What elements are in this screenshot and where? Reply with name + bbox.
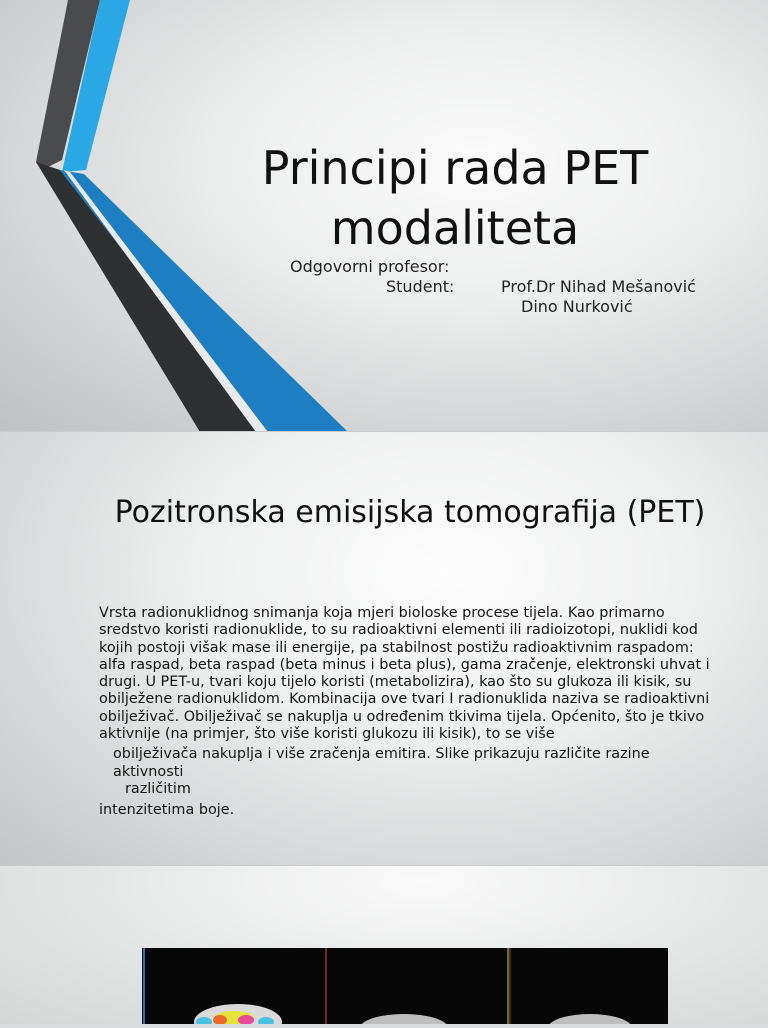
student-name: Dino Nurković [521, 297, 633, 316]
professor-label: Odgovorni profesor: [290, 257, 450, 276]
slide-body-text [99, 605, 719, 820]
paragraph-continuation: obilježivača nakuplja i više zračenja emitira. Slike prikazuju različite razine aktivnosti [113, 746, 650, 780]
slide-title: Pozitronska emisijska tomografija (PET) [114, 495, 706, 530]
paragraph-main: Vrsta radionuklidnog snimanja koja mjeri bioloske procese tijela. Kao primarno sredstvo koristi radionuklide, to su radioaktivni elementi ili radioizotopi, nuklidi kod kojih postoji višak mase ili energije, pa stabilnost postižu radioaktivnim raspadom: alfa raspad, beta raspad (beta minus i beta plus), gama zračenje, elektronski uhvat i drugi. U PET-u, tvari koju tijelo koristi (metabolizira), kao što su glukoza ili kisik, su obilježene radionuklidom. Kombinacija ove tvari I radionuklida naziva se radioaktivni obilježivač. Obilježivač se nakuplja u određenim tkivima tijela. Općenito, što je tkivo aktivnije (na primjer, što više koristi glukozu ili kisik), to se više [99, 605, 710, 743]
pet-scan-image [142, 948, 668, 1024]
student-label: Student: [386, 277, 455, 296]
paragraph-continuation: različitim [125, 780, 191, 797]
pet-scan-graphic [142, 948, 668, 1024]
professor-name: Prof.Dr Nihad Mešanović [501, 277, 696, 296]
paragraph-continuation: intenzitetima boje. [99, 802, 235, 819]
presentation-title: Principi rada PET modaliteta [261, 141, 649, 255]
title-slide [0, 0, 768, 432]
